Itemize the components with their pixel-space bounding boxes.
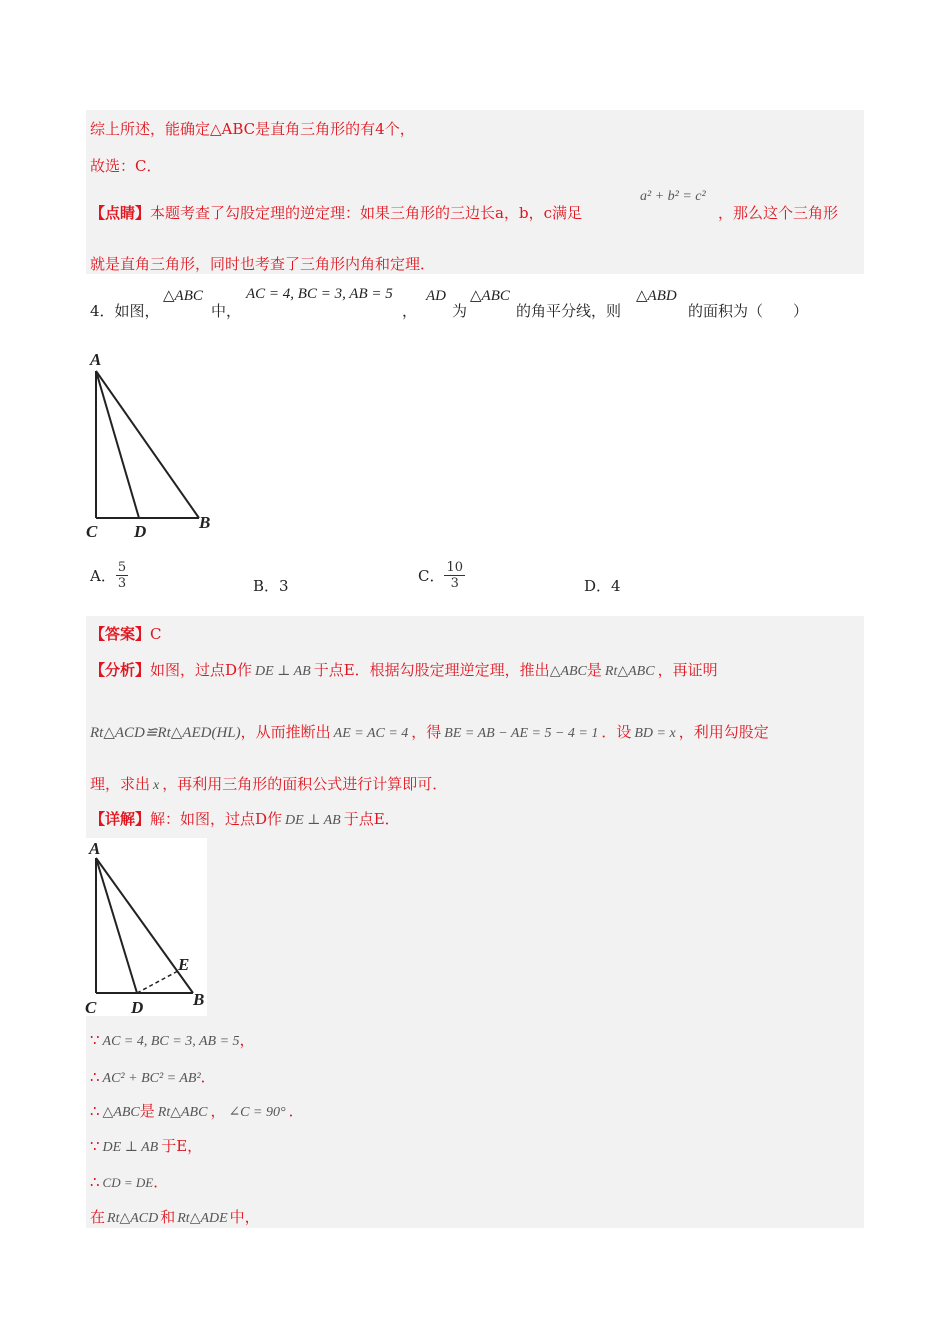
step-4-math: DE ⊥ AB bbox=[102, 1140, 159, 1155]
step-2-symbol: ∴ bbox=[90, 1068, 100, 1086]
option-c-denominator: 3 bbox=[450, 576, 459, 591]
step-4-symbol: ∵ bbox=[90, 1137, 100, 1155]
question-mid-1: 中， bbox=[211, 302, 242, 320]
analysis-line-1 bbox=[90, 659, 718, 680]
detail-math-de-ab: DE ⊥ AB bbox=[285, 813, 341, 828]
answer-line bbox=[90, 623, 162, 644]
choice-line: 故选：C． bbox=[90, 157, 162, 175]
step-6-math: Rt△ACD bbox=[107, 1211, 159, 1226]
question-mid-2: 的角平分线，则 bbox=[516, 302, 622, 320]
step-6-mid: 和 bbox=[160, 1208, 176, 1226]
analysis-math-be: BE = AB − AE = 5 − 4 = 1 bbox=[444, 726, 599, 741]
option-d-letter: D． bbox=[584, 577, 612, 595]
step-1-math: AC = 4, BC = 3, AB = 5 bbox=[102, 1034, 240, 1049]
label-b: B bbox=[199, 513, 211, 532]
analysis-line-2 bbox=[90, 721, 769, 742]
bisector-ad-2 bbox=[96, 858, 137, 993]
analysis-math-congruence: Rt△ACD≌Rt△AED(HL) bbox=[90, 725, 241, 741]
dianjing-formula: a² + b² = c² bbox=[640, 189, 706, 204]
label-d-2: D bbox=[131, 998, 144, 1017]
analysis-math-ae: AE = AC = 4 bbox=[333, 726, 409, 741]
detail-text-1c: 于点E． bbox=[343, 810, 400, 828]
option-d[interactable] bbox=[584, 575, 621, 596]
analysis-text-1g: ，再证明 bbox=[657, 661, 718, 679]
question-given-sides: AC = 4, BC = 3, AB = 5 bbox=[246, 286, 393, 302]
step-5-symbol: ∴ bbox=[90, 1173, 100, 1191]
step-3-tail: ． bbox=[288, 1102, 304, 1120]
dianjing-tag: 【点睛】 bbox=[90, 204, 151, 222]
question-suffix: 的面积为（ ） bbox=[688, 302, 809, 320]
step-2-math: AC² + BC² = AB² bbox=[102, 1071, 201, 1086]
perpendicular-de bbox=[137, 971, 178, 993]
step-3-math: △ABC bbox=[102, 1105, 140, 1120]
step-6-symbol: 在 bbox=[90, 1208, 106, 1226]
step-5-tail: ． bbox=[153, 1173, 169, 1191]
detail-tag: 【详解】 bbox=[90, 810, 151, 828]
option-a-letter: A． bbox=[90, 567, 116, 585]
triangle-figure-2 bbox=[80, 838, 210, 1020]
label-e-2: E bbox=[178, 955, 190, 974]
answer-tag: 【答案】 bbox=[90, 625, 151, 643]
step-5 bbox=[90, 1171, 168, 1192]
analysis-tag: 【分析】 bbox=[90, 661, 151, 679]
analysis-text-3a: 理，求出 bbox=[90, 775, 151, 793]
triangle-figure-1 bbox=[80, 345, 220, 545]
question-prefix: 4．如图， bbox=[90, 302, 160, 320]
option-d-value: 4 bbox=[611, 577, 621, 595]
analysis-text-3c: ，再利用三角形的面积公式进行计算即可． bbox=[162, 775, 448, 793]
question-triangle-abc-2: △ABC bbox=[470, 288, 510, 304]
label-c-2: C bbox=[85, 998, 97, 1017]
question-triangle-abd: △ABD bbox=[636, 288, 677, 304]
analysis-line-3 bbox=[90, 773, 447, 794]
step-2-tail: ． bbox=[200, 1068, 216, 1086]
analysis-math-rt-abc: Rt△ABC bbox=[604, 664, 655, 679]
step-5-math: CD = DE bbox=[102, 1175, 154, 1190]
analysis-math-de-ab: DE ⊥ AB bbox=[255, 664, 311, 679]
dianjing-line-2: 就是直角三角形，同时也考查了三角形内角和定理． bbox=[90, 255, 436, 273]
analysis-text-1e: 是 bbox=[586, 661, 602, 679]
step-1-tail: ， bbox=[239, 1031, 255, 1049]
label-a-2: A bbox=[89, 839, 101, 858]
bisector-ad bbox=[96, 371, 139, 518]
detail-line bbox=[90, 808, 400, 829]
option-b[interactable] bbox=[253, 575, 289, 596]
step-1 bbox=[90, 1029, 255, 1050]
analysis-math-bd: BD = x bbox=[634, 726, 676, 741]
side-ab bbox=[96, 371, 199, 518]
question-segment-ad: AD bbox=[426, 288, 446, 304]
step-2 bbox=[90, 1066, 216, 1087]
step-6-tail: 中， bbox=[229, 1208, 260, 1226]
question-comma: ， bbox=[402, 302, 418, 320]
analysis-math-abc: △ABC bbox=[549, 664, 587, 679]
label-c: C bbox=[86, 522, 98, 541]
question-triangle-abc: △ABC bbox=[163, 288, 203, 304]
option-c-fraction bbox=[444, 560, 465, 591]
answer-value: C bbox=[150, 625, 162, 643]
step-4 bbox=[90, 1135, 202, 1156]
dianjing-text-end: ，那么这个三角形 bbox=[718, 204, 839, 222]
label-d: D bbox=[134, 522, 147, 541]
step-6 bbox=[90, 1206, 260, 1227]
step-3-mid-2: ， bbox=[210, 1102, 226, 1120]
question-wei: 为 bbox=[452, 302, 468, 320]
option-b-letter: B． bbox=[253, 577, 280, 595]
option-a-numerator: 5 bbox=[117, 560, 127, 575]
conclusion-line: 综上所述，能确定△ABC是直角三角形的有4个， bbox=[90, 120, 415, 138]
dianjing-text: 本题考查了勾股定理的逆定理：如果三角形的三边长a，b，c满足 bbox=[150, 204, 582, 222]
label-a: A bbox=[90, 350, 102, 369]
step-3-math-2: Rt△ABC bbox=[157, 1105, 208, 1120]
step-6-math-2: Rt△ADE bbox=[177, 1211, 228, 1226]
option-a[interactable] bbox=[90, 560, 128, 591]
option-c[interactable] bbox=[418, 560, 465, 591]
analysis-text-2h: ，利用勾股定 bbox=[678, 723, 769, 741]
step-3 bbox=[90, 1100, 304, 1121]
step-3-mid: 是 bbox=[139, 1102, 155, 1120]
detail-text-1a: 解：如图，过点D作 bbox=[150, 810, 283, 828]
analysis-math-x: x bbox=[153, 778, 160, 793]
option-b-value: 3 bbox=[279, 577, 289, 595]
dianjing-line bbox=[90, 202, 582, 223]
analysis-text-1c: 于点E．根据勾股定理逆定理，推出 bbox=[313, 661, 550, 679]
step-3-symbol: ∴ bbox=[90, 1102, 100, 1120]
option-a-fraction bbox=[116, 560, 128, 591]
option-a-denominator: 3 bbox=[117, 576, 127, 591]
option-c-letter: C． bbox=[418, 567, 445, 585]
label-b-2: B bbox=[193, 990, 205, 1009]
analysis-text-1a: 如图，过点D作 bbox=[150, 661, 253, 679]
analysis-text-2d: ，得 bbox=[411, 723, 442, 741]
option-c-numerator: 10 bbox=[446, 560, 464, 575]
step-3-math-3: ∠C = 90° bbox=[228, 1105, 286, 1120]
analysis-text-2f: ．设 bbox=[601, 723, 632, 741]
step-4-tail: 于E， bbox=[161, 1137, 203, 1155]
analysis-text-2b: ，从而推断出 bbox=[240, 723, 331, 741]
step-1-symbol: ∵ bbox=[90, 1031, 100, 1049]
